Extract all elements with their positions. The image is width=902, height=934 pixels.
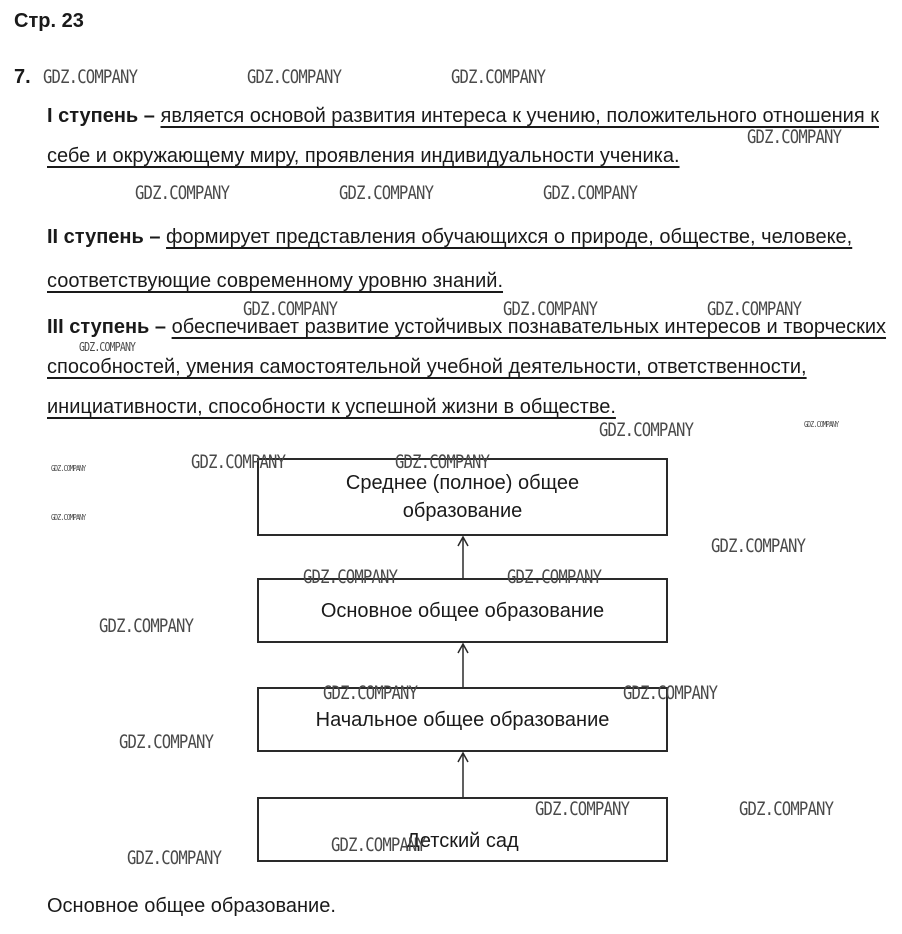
arrow-up-icon <box>457 752 469 797</box>
watermark: GDZ.COMPANY <box>395 451 490 473</box>
stage-3-text: обеспечивает развитие устойчивых познавательных интересов и творческих способностей, умения самостоятельной учебной деятельности, ответственности, инициативности, способности к успешной жизни в обществе. <box>47 316 887 418</box>
watermark: GDZ.COMPANY <box>451 66 546 88</box>
page-label: Стр. 23 <box>14 10 84 32</box>
watermark: GDZ.COMPANY <box>739 798 834 820</box>
watermark: GDZ.COMPANY <box>339 182 434 204</box>
watermark: GDZ.COMPANY <box>99 615 194 637</box>
watermark: GDZ.COMPANY <box>535 798 630 820</box>
answer-text: Основное общее образование. <box>47 895 336 917</box>
watermark: GDZ.COMPANY <box>503 298 598 320</box>
watermark: GDZ.COMPANY <box>135 182 230 204</box>
stage-1-text: является основой развития интереса к учению, положительного отношения к себе и окружающему миру, проявления индивидуальности ученика. <box>47 105 879 167</box>
stage-2-text: формирует представления обучающихся о природе, обществе, человеке, соответствующие современному уровню знаний. <box>47 226 853 292</box>
watermark: GDZ.COMPANY <box>543 182 638 204</box>
watermark: GDZ.COMPANY <box>599 419 694 441</box>
watermark: GDZ.COMPANY <box>711 535 806 557</box>
box-secondary-full-label: Среднее (полное) общее образование <box>345 472 580 522</box>
watermark: GDZ.COMPANY <box>127 847 222 869</box>
watermark: GDZ.COMPANY <box>804 420 839 429</box>
watermark: GDZ.COMPANY <box>119 731 214 753</box>
stage-2-title: II ступень – <box>47 226 161 248</box>
box-basic-general-label: Основное общее образование <box>320 599 605 622</box>
watermark: GDZ.COMPANY <box>51 513 86 522</box>
watermark: GDZ.COMPANY <box>243 298 338 320</box>
watermark: GDZ.COMPANY <box>747 126 842 148</box>
arrow-up-icon <box>457 536 469 578</box>
watermark: GDZ.COMPANY <box>623 682 718 704</box>
stage-2 <box>47 215 897 303</box>
stage-3 <box>47 307 897 427</box>
watermark: GDZ.COMPANY <box>707 298 802 320</box>
watermark: GDZ.COMPANY <box>323 682 418 704</box>
watermark: GDZ.COMPANY <box>507 566 602 588</box>
watermark: GDZ.COMPANY <box>51 464 86 473</box>
box-primary-general-label: Начальное общее образование <box>315 708 610 731</box>
watermark: GDZ.COMPANY <box>247 66 342 88</box>
watermark: GDZ.COMPANY <box>43 66 138 88</box>
watermark: GDZ.COMPANY <box>191 451 286 473</box>
task-number: 7. <box>14 66 31 88</box>
box-kindergarten-label: Детский сад <box>406 829 519 852</box>
box-primary-general <box>257 687 668 752</box>
watermark: GDZ.COMPANY <box>79 340 136 354</box>
stage-1-title: I ступень – <box>47 105 155 127</box>
watermark: GDZ.COMPANY <box>303 566 398 588</box>
arrow-up-icon <box>457 643 469 687</box>
watermark: GDZ.COMPANY <box>331 834 426 856</box>
stage-3-title: III ступень – <box>47 316 167 338</box>
